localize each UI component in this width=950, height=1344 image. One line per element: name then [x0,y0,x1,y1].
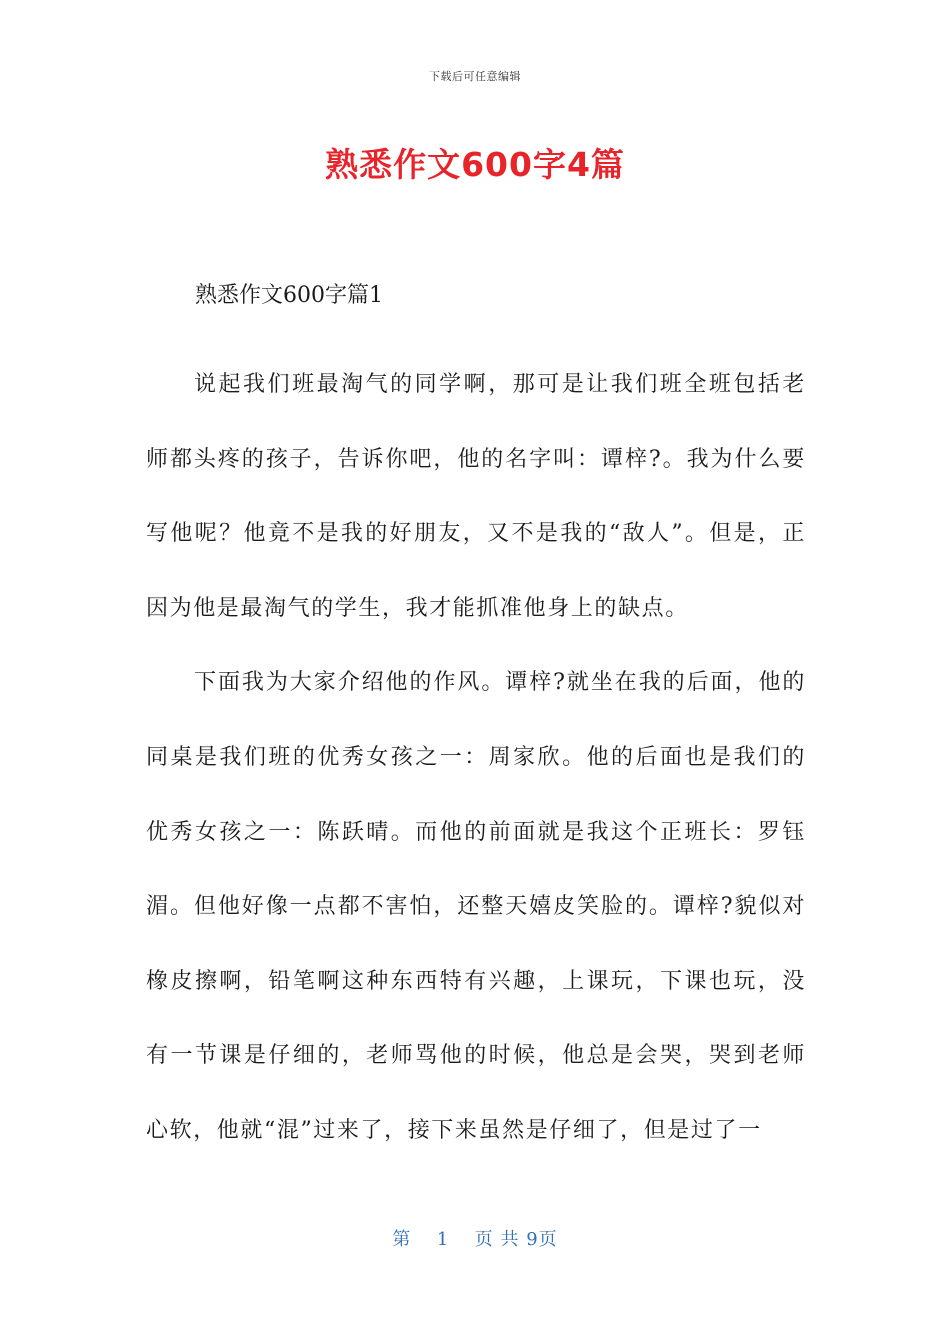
body-paragraph: 下面我为大家介绍他的作风。谭梓?就坐在我的后面，他的同桌是我们班的优秀女孩之一：周家欣。他的后面也是我们的优秀女孩之一：陈跃晴。而他的前面就是我这个正班长：罗钰湄。但他好像一点都不害怕，还整天嬉皮笑脸的。谭梓?貌似对橡皮擦啊，铅笔啊这种东西特有兴趣，上课玩，下课也玩，没有一节课是仔细的，老师骂他的时候，他总是会哭，哭到老师心软，他就“混”过来了，接下来虽然是仔细了，但是过了一 [146,670,806,1143]
section-heading: 熟悉作文600字篇1 [195,283,383,308]
document-body [146,348,806,1169]
page-number-middle: 页 共 [474,1229,520,1250]
page-footer [0,1225,950,1251]
page-number-total: 9页 [526,1229,558,1250]
header-note: 下载后可任意编辑 [429,70,521,83]
document-title: 熟悉作文600字4篇 [325,145,625,184]
page-number-prefix: 第 [392,1229,412,1250]
page-number-current: 1 [436,1229,450,1250]
body-paragraph: 说起我们班最淘气的同学啊，那可是让我们班全班包括老师都头疼的孩子，告诉你吧，他的名字叫：谭梓?。我为什么要写他呢？他竟不是我的好朋友，又不是我的“敌人”。但是，正因为他是最淘气的学生，我才能抓准他身上的缺点。 [146,372,806,621]
